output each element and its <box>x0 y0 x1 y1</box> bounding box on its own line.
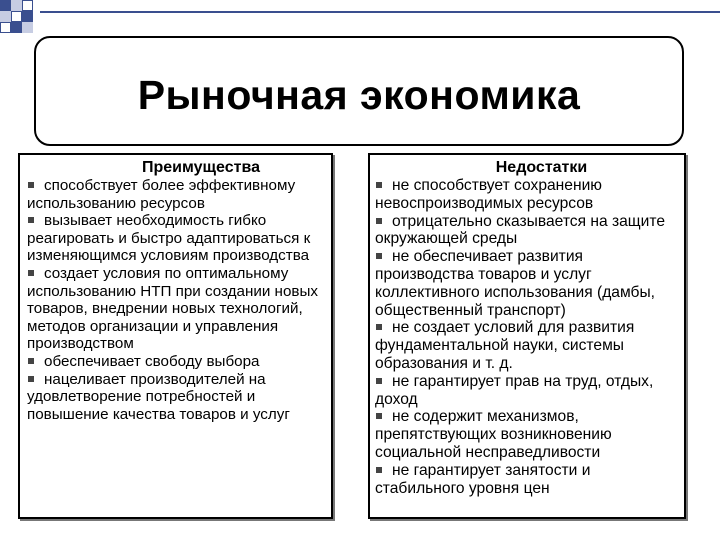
square-bullet-icon <box>376 378 382 384</box>
square-bullet-icon <box>28 270 34 276</box>
list-item <box>375 177 678 213</box>
list-item <box>375 408 678 461</box>
deco-square <box>22 0 33 11</box>
square-bullet-icon <box>376 413 382 419</box>
disadvantages-heading: Недостатки <box>495 159 588 176</box>
list-item <box>27 212 325 265</box>
item-text: не гарантирует прав на труд, отдых, доход <box>375 372 654 408</box>
list-item <box>375 462 678 498</box>
deco-square <box>0 0 11 11</box>
square-bullet-icon <box>28 217 34 223</box>
square-bullet-icon <box>376 324 382 330</box>
deco-square <box>22 22 33 33</box>
list-item <box>27 353 325 371</box>
list-item <box>27 177 325 212</box>
item-text: не создает условий для развития фундаментальной науки, системы образования и т. д. <box>375 319 635 372</box>
list-item <box>375 213 678 249</box>
advantages-column <box>18 153 333 519</box>
item-text: вызывает необходимость гибко реагировать и быстро адаптироваться к изменяющимся условиям производства <box>27 212 311 265</box>
item-text: не способствует сохранению невоспроизводимых ресурсов <box>375 177 602 212</box>
square-bullet-icon <box>376 467 382 473</box>
header-rule <box>40 11 720 13</box>
deco-square <box>11 11 22 22</box>
deco-square <box>22 11 33 22</box>
deco-square <box>0 11 11 22</box>
item-text: нацеливает производителей на удовлетворение потребностей и повышение качества товаров и услуг <box>27 370 290 423</box>
item-text: не содержит механизмов, препятствующих возникновению социальной несправедливости <box>375 408 612 461</box>
list-item <box>375 248 678 319</box>
square-bullet-icon <box>28 182 34 188</box>
square-bullet-icon <box>376 218 382 224</box>
deco-square <box>0 22 11 33</box>
deco-square <box>11 22 22 33</box>
item-text: отрицательно сказывается на защите окружающей среды <box>375 212 665 248</box>
item-text: обеспечивает свободу выбора <box>44 352 260 370</box>
list-item <box>27 371 325 424</box>
item-text: способствует более эффективному использованию ресурсов <box>27 177 296 212</box>
deco-square <box>11 0 22 11</box>
square-bullet-icon <box>376 253 382 259</box>
square-bullet-icon <box>28 376 34 382</box>
item-text: создает условия по оптимальному использованию НТП при создании новых товаров, внедрении новых технологий, методов организации и управления производством <box>27 264 318 353</box>
item-text: не обеспечивает развития производства товаров и услуг коллективного использования (дамбы, общественный транспорт) <box>375 248 655 319</box>
list-item <box>27 265 325 353</box>
disadvantages-column <box>368 153 686 519</box>
square-bullet-icon <box>376 182 382 188</box>
page-title: Рыночная экономика <box>137 71 581 118</box>
list-item <box>375 319 678 372</box>
item-text: не гарантирует занятости и стабильного уровня цен <box>375 461 591 497</box>
decorative-header <box>0 0 720 40</box>
list-item <box>375 373 678 409</box>
title-box <box>34 36 684 146</box>
advantages-heading: Преимущества <box>142 159 260 176</box>
square-bullet-icon <box>28 358 34 364</box>
